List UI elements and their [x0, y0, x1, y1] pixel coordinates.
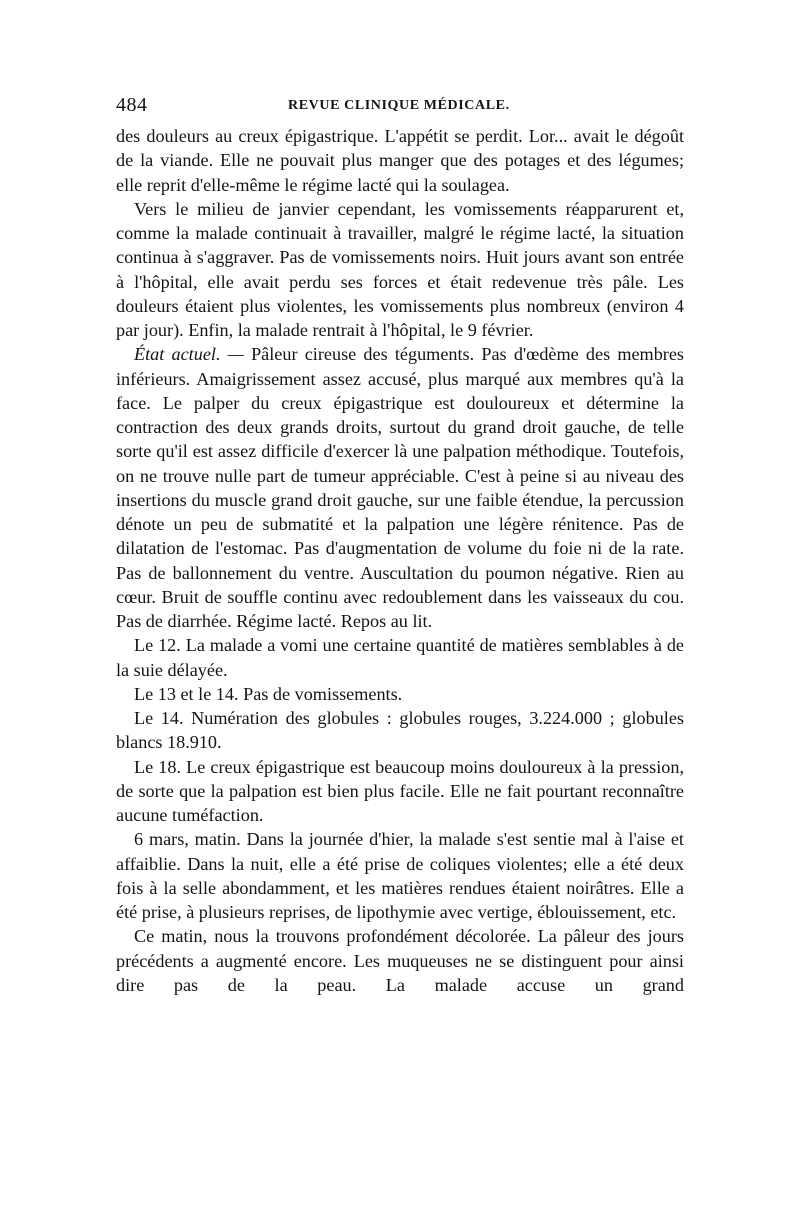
- paragraph-etat-actuel: [116, 342, 684, 633]
- paragraph-continued: des douleurs au creux épigastrique. L'appétit se perdit. Lor... avait le dégoût de la viande. Elle ne pouvait plus manger que des potages et des légumes; elle reprit d'elle-même le régime lacté qui la soulagea.: [116, 126, 684, 195]
- book-page: [116, 92, 684, 997]
- paragraph-le-14: Le 14. Numération des globules : globules rouges, 3.224.000 ; globules blancs 18.910.: [116, 708, 684, 753]
- etat-actuel-text: Pâleur cireuse des téguments. Pas d'œdème des membres inférieurs. Amaigrissement assez accusé, plus marqué aux membres qu'à la face. Le palper du creux épigastrique est douloureux et détermine la contraction des deux grands droits, surtout du grand droit gauche, de telle sorte qu'il est assez difficile d'exercer là une palpation méthodique. Toutefois, on ne trouve nulle part de tumeur appréciable. C'est à peine si au niveau des insertions du muscle grand droit gauche, sur une faible étendue, la percussion dénote un peu de submatité et la palpation une légère rénitence. Pas de dilatation de l'estomac. Pas d'augmentation de volume du foie ni de la rate. Pas de ballonnement du ventre. Auscultation du poumon négative. Rien au cœur. Bruit de souffle continu avec redoublement dans les vaisseaux du cou. Pas de diarrhée. Régime lacté. Repos au lit.: [116, 344, 685, 631]
- page-number: 484: [116, 94, 148, 116]
- paragraph-le-13-14: Le 13 et le 14. Pas de vomissements.: [134, 683, 403, 704]
- paragraph-le-18: Le 18. Le creux épigastrique est beaucoup moins douloureux à la pression, de sorte que la palpation est bien plus facile. Elle ne fait pourtant reconnaître aucune tuméfaction.: [116, 756, 684, 825]
- paragraph-le-12: Le 12. La malade a vomi une certaine quantité de matières semblables à de la suie délayée.: [116, 635, 684, 680]
- page-header: [116, 92, 684, 122]
- etat-actuel-label: État actuel. —: [134, 344, 244, 365]
- paragraph-6-mars: 6 mars, matin. Dans la journée d'hier, la malade s'est sentie mal à l'aise et affaiblie. Dans la nuit, elle a été prise de coliques violentes; elle a été deux fois à la selle abondamment, et les matières rendues étaient noirâtres. Elle a été prise, à plusieurs reprises, de lipothymie avec vertige, éblouissement, etc.: [116, 829, 684, 922]
- running-title: REVUE CLINIQUE MÉDICALE.: [288, 98, 510, 113]
- paragraph-ce-matin: Ce matin, nous la trouvons profondément décolorée. La pâleur des jours précédents a augmenté encore. Les muqueuses ne se distinguent pour ainsi dire pas de la peau. La malade accuse un grand: [116, 926, 684, 995]
- paragraph-janvier: Vers le milieu de janvier cependant, les vomissements réapparurent et, comme la malade continuait à travailler, malgré le régime lacté, la situation continua à s'aggraver. Pas de vomissements noirs. Huit jours avant son entrée à l'hôpital, elle avait perdu ses forces et était redevenue très pâle. Les douleurs étaient plus violentes, les vomissements plus nombreux (environ 4 par jour). Enfin, la malade rentrait à l'hôpital, le 9 février.: [116, 198, 684, 340]
- body-text: [116, 124, 684, 997]
